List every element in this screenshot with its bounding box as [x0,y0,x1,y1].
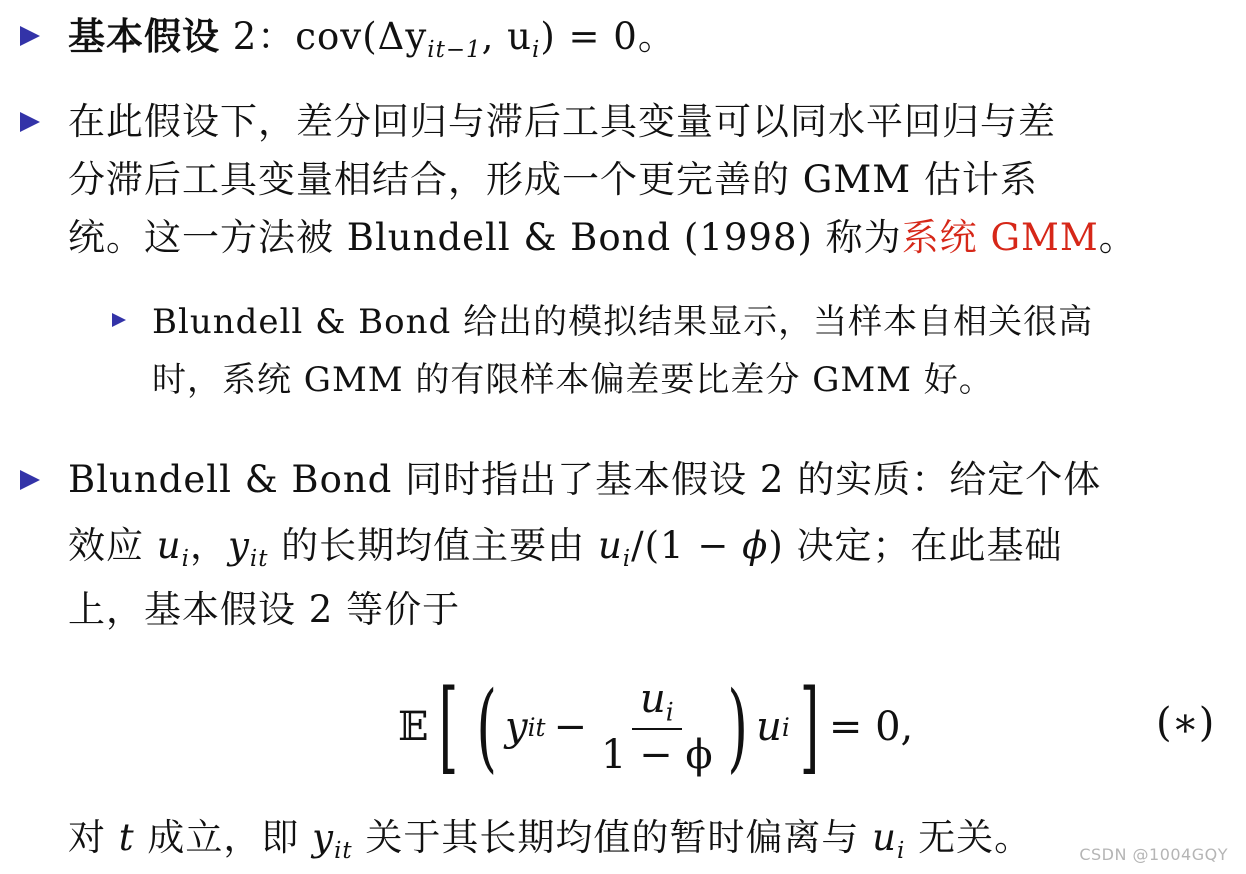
para4-line: 对 t 成立，即 $y_{it}$ 关于其长期均值的暂时偏离与 $u_i$ 无关。 [68,816,1033,865]
para3-line2: 效应 $u_i$，$y_{it}$ 的长期均值主要由 $u_i/(1 - \phi)$ 决定；在此基础 [68,524,1063,573]
assumption-title: 基本假设 [68,14,220,58]
system-gmm-highlight: 系统 GMM [901,216,1099,259]
bullet-marker-3 [20,470,40,490]
bullet-marker-2 [20,112,40,132]
sub-bullet-line2: 时，系统 GMM 的有限样本偏差要比差分 GMM 好。 [152,360,994,400]
sub-bullet-line1: Blundell & Bond 给出的模拟结果显示，当样本自相关很高 [152,302,1094,342]
watermark: CSDN @1004GQY [1079,845,1228,864]
fraction: $\frac{u_i}{1 - \phi}$ [601,675,713,779]
bullet-marker-1 [20,26,40,46]
assumption-line: 基本假设 2：$cov(\Delta y_{it-1}$, $u_i) = 0$。 [68,14,676,64]
expectation-symbol: 𝔼 [398,704,429,750]
display-equation: 𝔼 [ ( y it − $\frac{u_i}{1 - \phi}$ ) u i ] = 0, [398,668,914,785]
para2-line3: 统。这一方法被 Blundell & Bond (1998) 称为系统 GMM。 [68,216,1137,259]
para2-line2: 分滞后工具变量相结合，形成一个更完善的 GMM 估计系 [68,158,1038,201]
sub-bullet-marker [112,313,126,327]
para3-line1: Blundell & Bond 同时指出了基本假设 2 的实质：给定个体 [68,458,1102,501]
para3-line3: 上，基本假设 2 等价于 [68,588,461,631]
para2-line1: 在此假设下，差分回归与滞后工具变量可以同水平回归与差 [68,100,1056,143]
equation-tag: (∗) [1156,700,1215,746]
